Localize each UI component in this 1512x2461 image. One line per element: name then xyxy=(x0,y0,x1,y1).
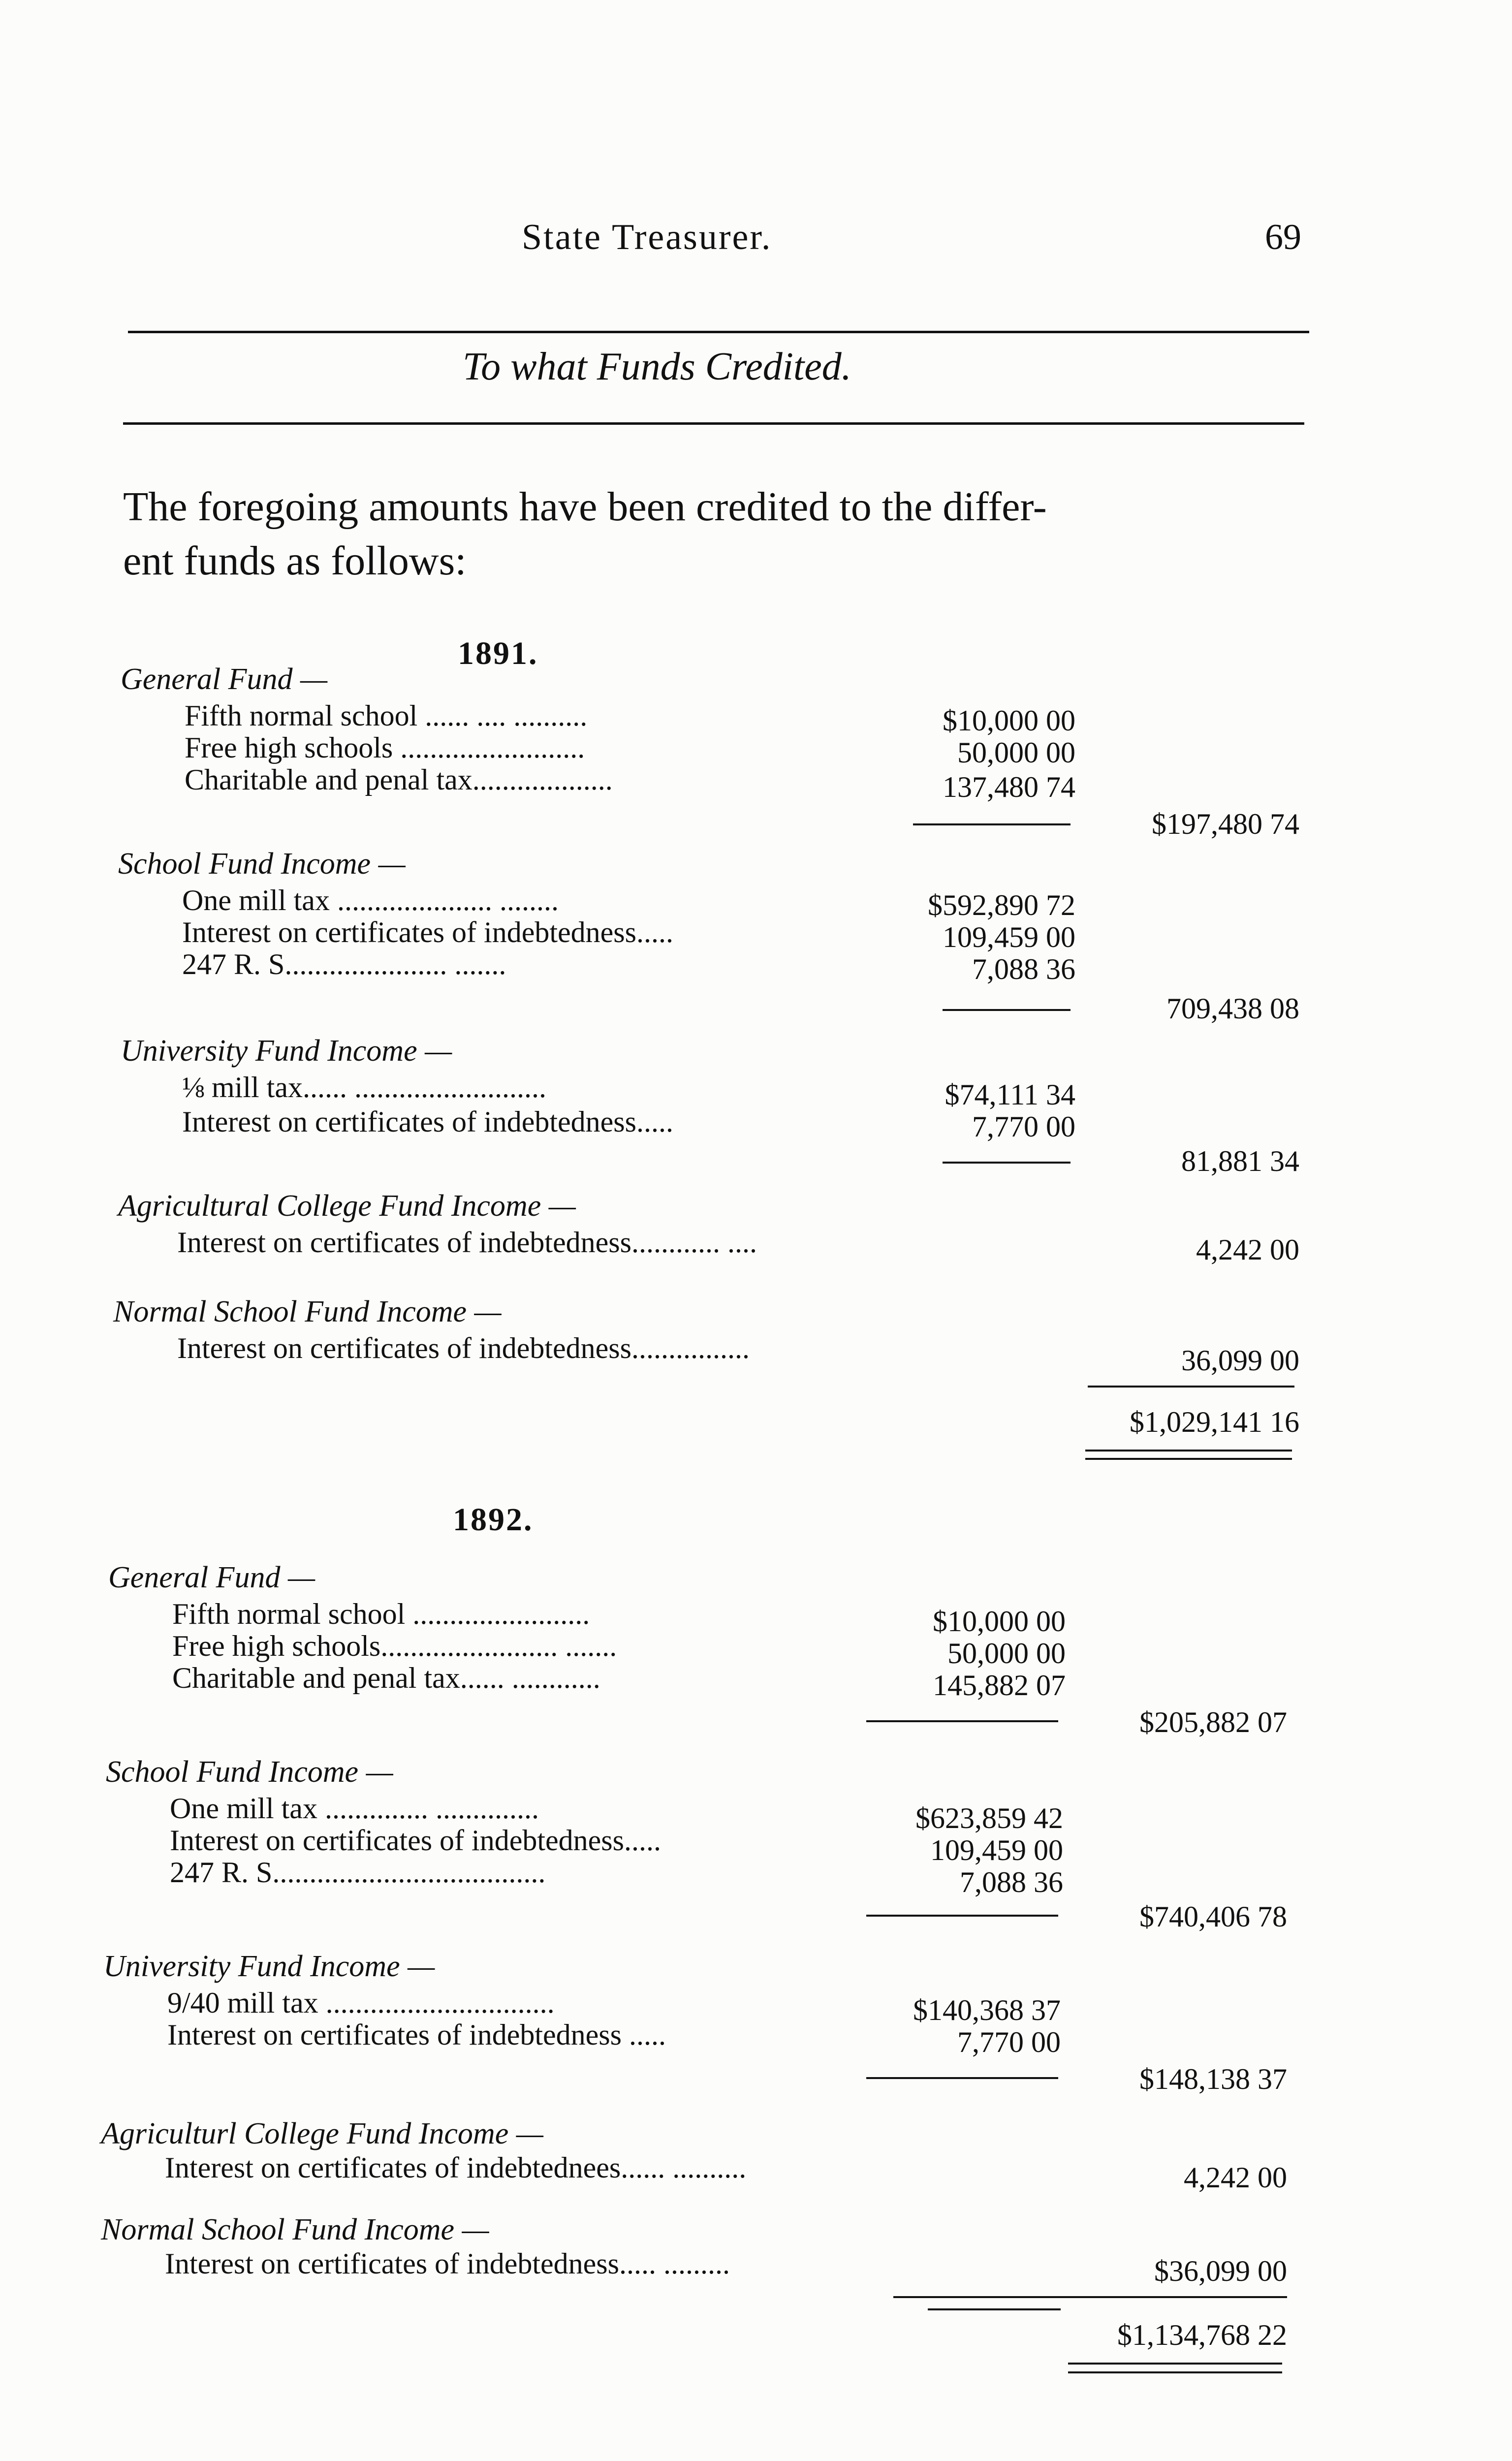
item-label: Charitable and penal tax...... ............ xyxy=(172,1662,600,1694)
fund-heading: Normal School Fund Income — xyxy=(113,1295,502,1328)
fund-heading: University Fund Income — xyxy=(121,1034,452,1068)
fund-total: $197,480 74 xyxy=(1152,808,1299,840)
fund-total: $148,138 37 xyxy=(1139,2063,1287,2095)
total-rule xyxy=(928,2308,1061,2310)
fund-total: $740,406 78 xyxy=(1139,1900,1287,1933)
fund-heading: Agriculturl College Fund Income — xyxy=(101,2117,543,2150)
fund-total: $36,099 00 xyxy=(1154,2255,1287,2287)
header-rule xyxy=(128,331,1309,333)
page-number: 69 xyxy=(1265,217,1301,257)
fund-heading: School Fund Income — xyxy=(118,847,406,881)
item-label: Interest on certificates of indebtedness..... xyxy=(182,1105,673,1138)
item-amount: 109,459 00 xyxy=(930,1834,1063,1866)
fund-total: 4,242 00 xyxy=(1196,1233,1299,1266)
item-label: Free high schools ......................... xyxy=(185,731,585,764)
item-amount: 109,459 00 xyxy=(943,921,1075,953)
subtotal-rule xyxy=(943,1162,1071,1164)
item-amount: $10,000 00 xyxy=(933,1605,1066,1638)
item-amount: 7,770 00 xyxy=(957,2026,1061,2058)
grand-total: $1,029,141 16 xyxy=(1130,1406,1299,1438)
item-label: One mill tax .............. .............. xyxy=(170,1792,539,1825)
item-amount: $623,859 42 xyxy=(915,1802,1063,1834)
item-label: Interest on certificates of indebtedness..... xyxy=(170,1824,661,1857)
item-amount: $74,111 34 xyxy=(945,1078,1075,1111)
item-amount: 7,088 36 xyxy=(960,1866,1063,1898)
double-rule xyxy=(1085,1450,1292,1451)
intro-paragraph xyxy=(123,480,1304,588)
item-label: Fifth normal school ...... .... .......... xyxy=(185,699,588,732)
running-head: State Treasurer. xyxy=(522,217,772,257)
item-label: Fifth normal school ........................ xyxy=(172,1598,590,1630)
item-label: Interest on certificates of indebtedness ..... xyxy=(167,2019,666,2051)
item-label: 9/40 mill tax ............................... xyxy=(167,1987,555,2019)
item-label: 247 R. S...................... ....... xyxy=(182,948,506,980)
item-label: ⅛ mill tax...... .......................... xyxy=(182,1071,546,1104)
item-amount: $592,890 72 xyxy=(928,889,1075,921)
total-rule xyxy=(1088,1386,1294,1388)
fund-heading: University Fund Income — xyxy=(103,1950,435,1983)
item-label: Free high schools........................ ....... xyxy=(172,1630,617,1662)
double-rule xyxy=(1068,2371,1282,2373)
double-rule xyxy=(1068,2363,1282,2365)
fund-total: 709,438 08 xyxy=(1166,992,1299,1025)
fund-heading: Agricultural College Fund Income — xyxy=(118,1189,576,1223)
double-rule xyxy=(1085,1458,1292,1460)
fund-total: 4,242 00 xyxy=(1184,2161,1287,2194)
item-label: Interest on certificates of indebtedness..... ......... xyxy=(165,2247,730,2280)
subtotal-rule xyxy=(866,2077,1058,2079)
fund-heading: General Fund — xyxy=(121,663,328,696)
intro-line: The foregoing amounts have been credited to the differ- xyxy=(123,484,1047,530)
subtotal-rule xyxy=(866,1720,1058,1722)
item-amount: 145,882 07 xyxy=(933,1669,1066,1702)
subtotal-rule xyxy=(866,1915,1058,1917)
item-amount: 137,480 74 xyxy=(943,771,1075,803)
fund-heading: General Fund — xyxy=(108,1561,315,1594)
fund-heading: Normal School Fund Income — xyxy=(101,2213,489,2246)
section-rule xyxy=(123,422,1304,425)
subtotal-rule xyxy=(913,823,1071,825)
fund-total: $205,882 07 xyxy=(1139,1706,1287,1738)
item-label: Charitable and penal tax................... xyxy=(185,763,613,796)
item-amount: $140,368 37 xyxy=(913,1994,1061,2026)
fund-total: 81,881 34 xyxy=(1181,1145,1299,1177)
section-title: To what Funds Credited. xyxy=(463,345,851,388)
item-label: Interest on certificates of indebtedness............ .... xyxy=(177,1226,757,1259)
item-amount: $10,000 00 xyxy=(943,704,1075,737)
item-amount: 7,770 00 xyxy=(972,1110,1075,1143)
item-amount: 50,000 00 xyxy=(947,1637,1066,1670)
fund-total: 36,099 00 xyxy=(1181,1344,1299,1377)
intro-line: ent funds as follows: xyxy=(123,538,467,584)
total-rule xyxy=(893,2296,1287,2298)
item-label: 247 R. S..................................... xyxy=(170,1856,546,1889)
item-label: Interest on certificates of indebtednees...... .......... xyxy=(165,2151,747,2184)
item-label: Interest on certificates of indebtedness................ xyxy=(177,1332,750,1364)
item-label: Interest on certificates of indebtedness..... xyxy=(182,916,673,948)
year-heading: 1892. xyxy=(453,1502,534,1538)
grand-total: $1,134,768 22 xyxy=(1117,2319,1287,2351)
item-label: One mill tax ..................... ........ xyxy=(182,884,559,916)
subtotal-rule xyxy=(943,1009,1071,1011)
fund-heading: School Fund Income — xyxy=(106,1755,393,1789)
item-amount: 7,088 36 xyxy=(972,953,1075,985)
item-amount: 50,000 00 xyxy=(957,736,1075,769)
year-heading: 1891. xyxy=(458,635,538,671)
